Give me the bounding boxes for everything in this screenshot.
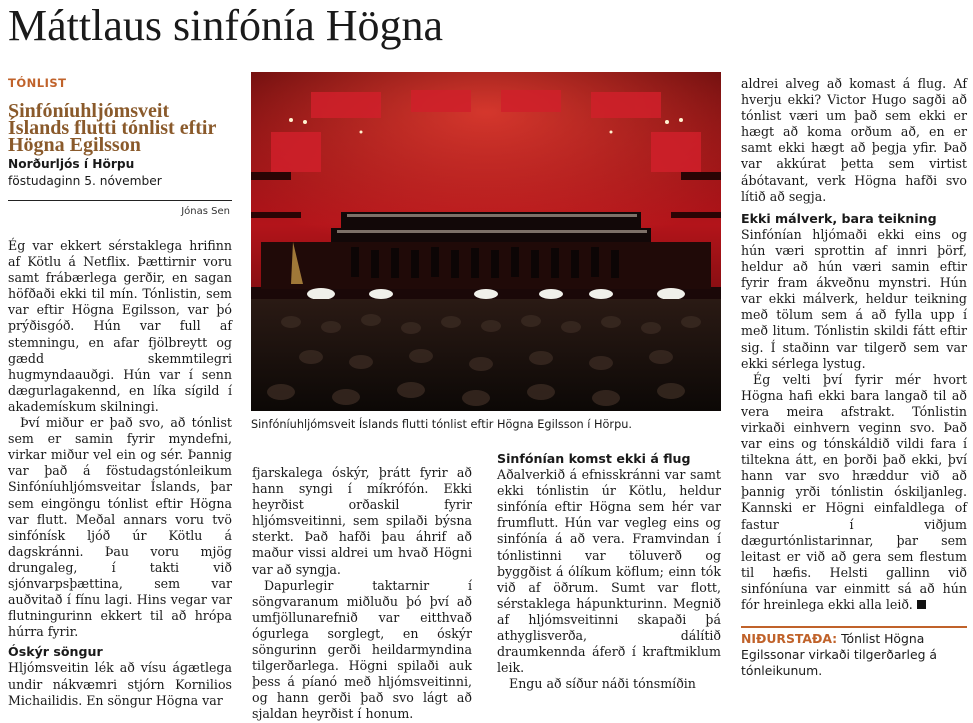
body-paragraph: Engu að síður náði tónsmíðin [509, 676, 696, 692]
article-subheadline: Sinfóníuhljómsveit Íslands flutti tónlist eftir Högna Egilsson [8, 100, 216, 156]
body-paragraph: Ég velti því fyrir mér hvort Högna hafi ekki bara langað til að vera meira afstrakt. Tónlistin virkaði einhvern veginn svo. Það var eins og tónskáldið vildi fara í tiltekna átt, en þorði það ekki, því hann var svo hræddur við að þannig yrði tónlistin óskiljanleg. Kannski er Högni einfaldlega of fastur í viðjum dægurtónlistarinnar, þar sem leitast er við að gera sem flestum til hæfis. Helsti gallinn við sinfóníuna var einmitt sá að hún fór hreinlega ekki alla leið. [741, 371, 967, 612]
body-column-2 [252, 465, 472, 723]
end-of-article-mark [917, 600, 926, 609]
section-subheading: Ekki málverk, bara teikning [741, 210, 937, 226]
body-column-1 [8, 238, 232, 709]
section-subheading: Óskýr söngur [8, 644, 103, 660]
event-name: Norðurljós í Hörpu [8, 157, 135, 171]
concert-photo [251, 72, 721, 411]
section-kicker: TÓNLIST [8, 76, 67, 90]
verdict-text: Tónlist Högna Egilssonar virkaði tilgerðarleg á tónleikunum. [741, 631, 937, 678]
photo-caption: Sinfóníuhljómsveit Íslands flutti tónlist eftir Högna Egilsson í Hörpu. [251, 418, 632, 431]
body-column-3 [497, 451, 721, 692]
author-byline: Jónas Sen [181, 206, 230, 217]
body-paragraph: Því miður er það svo, að tónlist sem er samin fyrir myndefni, virkar miður vel ein og sér. Þannig var það á föstudagstónleikum Sinfóníuhljómsveitar Íslands, þar sem eingöngu tónlist eftir Högna var flutt. Meðal annars voru tvö sinfónísk ljóð úr Kötlu á dagskránni. Þau voru mjög drungaleg, í takti við sjónvarpsþættina, sem var auðvitað í fínu lagi. Hins vegar var flutningurinn ekkert til að hrópa húrra fyrir. [8, 415, 232, 640]
verdict-label: NIÐURSTAÐA: [741, 631, 838, 646]
divider-rule [8, 200, 232, 201]
concert-hall-image [251, 72, 721, 411]
body-paragraph: Sinfónían hljómaði ekki eins og hún væri sprottin af innri þörf, heldur að hún væri samin eftir fyrir fram ákveðnu mynstri. Hún var ekki málverk, heldur teikning með tölum sem á að fylla upp í með litum. Tónlistin skildi fátt eftir sig. Í staðinn var tilgerð sem var ekki sérlega lystug. [741, 226, 967, 371]
event-date: föstudaginn 5. nóvember [8, 174, 162, 188]
verdict-rule [741, 626, 967, 628]
body-column-4 [741, 76, 967, 613]
body-paragraph: Dapurlegir taktarnir í söngvaranum miðluðu þó því að umfjöllunarefnið var eitthvað ógurlega sorglegt, en óskýr söngurinn gerði heildarmyndina tilgerðarlega. Högni spilaði auk þess á píanó með hljómsveitinni, og hann gerði það svo lágt að sjaldan heyrðist í honum. [252, 577, 472, 722]
body-paragraph: Aðalverkið á efnisskránni var samt ekki tónlistin úr Kötlu, heldur sinfónía eftir Högna sem hér var frumflutt. Hún var vegleg eins og sinfónía á að vera. Framvindan í tónlistinni var töluverð og byggðist á ólíkum köflum; einn tók við af öðrum. Sumt var flott, sérstaklega hápunkturinn. Megnið af hljómsveitinni skapaði þá athyglisverða, dálítið draumkennda áferð í kraftmiklum leik. [497, 467, 721, 676]
body-paragraph: fjarskalega óskýr, þrátt fyrir að hann syngi í míkrófón. Ekki heyrðist orðaskil fyrir hljómsveitinni, sem spilaði býsna sterkt. Það hafði þau áhrif að maður vissi aldrei um hvað Högni var að syngja. [252, 465, 472, 577]
body-paragraph: Ég var ekkert sérstaklega hrifinn af Kötlu á Netflix. Þættirnir voru samt frábærlega gerðir, en sagan höfðaði ekki til mín. Tónlistin, sem var eftir Högna Egilsson, var þó prýðisgóð. Hún var full af stemningu, en afar fjölbreytt og gædd skemmtilegri hugmyndaauðgi. Hún var í senn dægurlagakennd, en líka sígild í akademískum skilningi. [8, 238, 232, 414]
section-subheading: Sinfónían komst ekki á flug [497, 451, 691, 466]
body-paragraph: Hljómsveitin lék að vísu ágætlega undir nákvæmri stjórn Kornilios Michailidis. En söngur Högna var [8, 660, 232, 708]
article-headline: Máttlaus sinfónía Högna [8, 1, 444, 50]
verdict-box [741, 631, 967, 679]
body-paragraph: aldrei alveg að komast á flug. Af hverju ekki? Victor Hugo sagði að tónlist væri um það sem ekki er hægt að koma orðum að, en er samt ekki hægt að þegja yfir. Það var akkúrat þetta sem virtist ábótavant, verk Högna hafði svo lítið að segja. [741, 76, 967, 204]
